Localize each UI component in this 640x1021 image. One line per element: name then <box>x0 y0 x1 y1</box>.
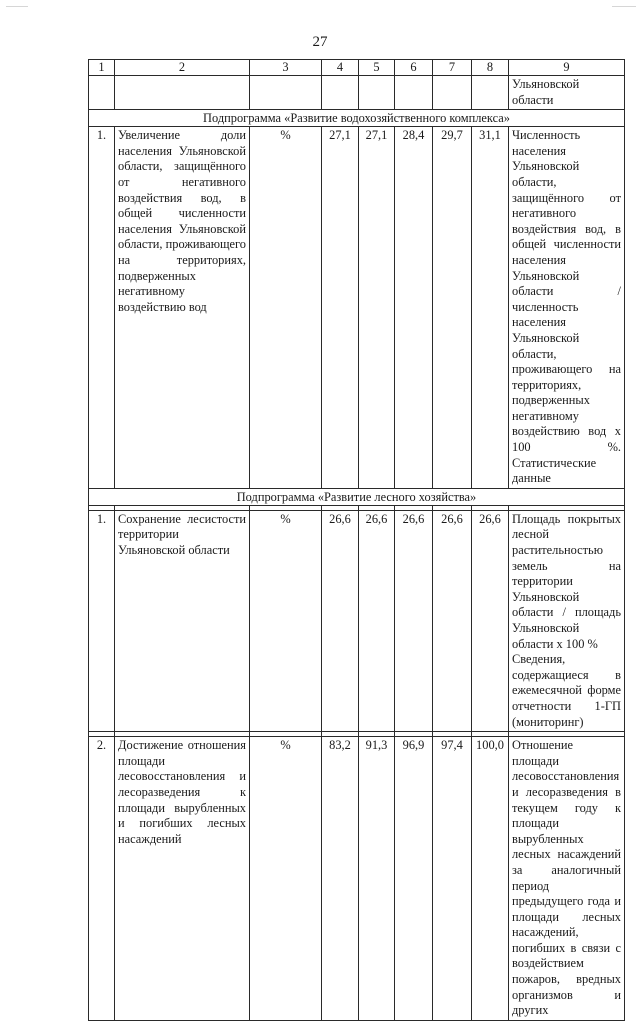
value-col8: 26,6 <box>472 510 509 731</box>
row-number: 2. <box>89 737 115 1021</box>
indicator-name: Увеличение доли населения Ульяновской области, защищённого от негативного воздействия вод, в общей численности населения Ульяновской области, проживающего на территориях, подверженных негативному воздействию вод <box>115 127 250 489</box>
indicators-table <box>88 59 625 1021</box>
value-col8: 100,0 <box>472 737 509 1021</box>
value-col6: 96,9 <box>395 737 433 1021</box>
column-header: 7 <box>433 60 472 76</box>
subprogram-heading-row <box>89 488 625 505</box>
value-col5: 26,6 <box>359 510 395 731</box>
unit: % <box>250 737 322 1021</box>
value-col6: 26,6 <box>395 510 433 731</box>
calculation-method <box>509 510 625 731</box>
unit: % <box>250 127 322 489</box>
value-col4: 83,2 <box>322 737 359 1021</box>
subprogram-title: Подпрограмма «Развитие лесного хозяйства» <box>89 488 625 505</box>
value-col5: 27,1 <box>359 127 395 489</box>
column-header: 6 <box>395 60 433 76</box>
indicator-row <box>89 127 625 489</box>
page-number: 27 <box>312 34 328 50</box>
indicator-row <box>89 737 625 1021</box>
data-source: Сведения, содержащиеся в ежемесячной форме отчетности 1-ГП (мониторинг) <box>512 652 621 729</box>
column-header: 3 <box>250 60 322 76</box>
column-number-row <box>89 60 625 76</box>
column-header: 2 <box>115 60 250 76</box>
value-col6: 28,4 <box>395 127 433 489</box>
row-number: 1. <box>89 510 115 731</box>
calculation-method: Отношение площади лесовосстановления и лесоразведения в текущем году к площади вырубленных лесных насаждений за аналогичный период предыдущего года и площади лесных насаждений, погибших в связи с воздействием пожаров, вредных организмов и других <box>509 737 625 1021</box>
scan-artifact <box>612 6 636 7</box>
indicator-row <box>89 510 625 731</box>
unit: % <box>250 510 322 731</box>
continuation-text: Ульяновской области <box>509 76 625 110</box>
value-col8: 31,1 <box>472 127 509 489</box>
value-col4: 27,1 <box>322 127 359 489</box>
column-header: 4 <box>322 60 359 76</box>
value-col4: 26,6 <box>322 510 359 731</box>
row-number: 1. <box>89 127 115 489</box>
column-header: 9 <box>509 60 625 76</box>
continuation-row <box>89 76 625 110</box>
value-col7: 29,7 <box>433 127 472 489</box>
subprogram-title: Подпрограмма «Развитие водохозяйственного комплекса» <box>89 110 625 127</box>
indicator-name: Достижение отношения площади лесовосстановления и лесоразведения к площади вырубленных и погибших лесных насаждений <box>115 737 250 1021</box>
indicator-name: Сохранение лесистости территории Ульяновской области <box>115 510 250 731</box>
subprogram-heading-row <box>89 110 625 127</box>
scan-artifact <box>6 6 28 7</box>
value-col5: 91,3 <box>359 737 395 1021</box>
value-col7: 26,6 <box>433 510 472 731</box>
column-header: 8 <box>472 60 509 76</box>
calculation-method: Численность населения Ульяновской области, защищённого от негативного воздействия вод, в общей численности населения Ульяновской области / численность населения Ульяновской области, проживающего на территориях, подверженных негативному воздействию вод х 100 %. Статистические данные <box>509 127 625 489</box>
calculation-formula: Площадь покрытых лесной растительностью земель на территории Ульяновской области / площадь Ульяновской области х 100 % <box>512 511 621 651</box>
column-header: 1 <box>89 60 115 76</box>
value-col7: 97,4 <box>433 737 472 1021</box>
column-header: 5 <box>359 60 395 76</box>
